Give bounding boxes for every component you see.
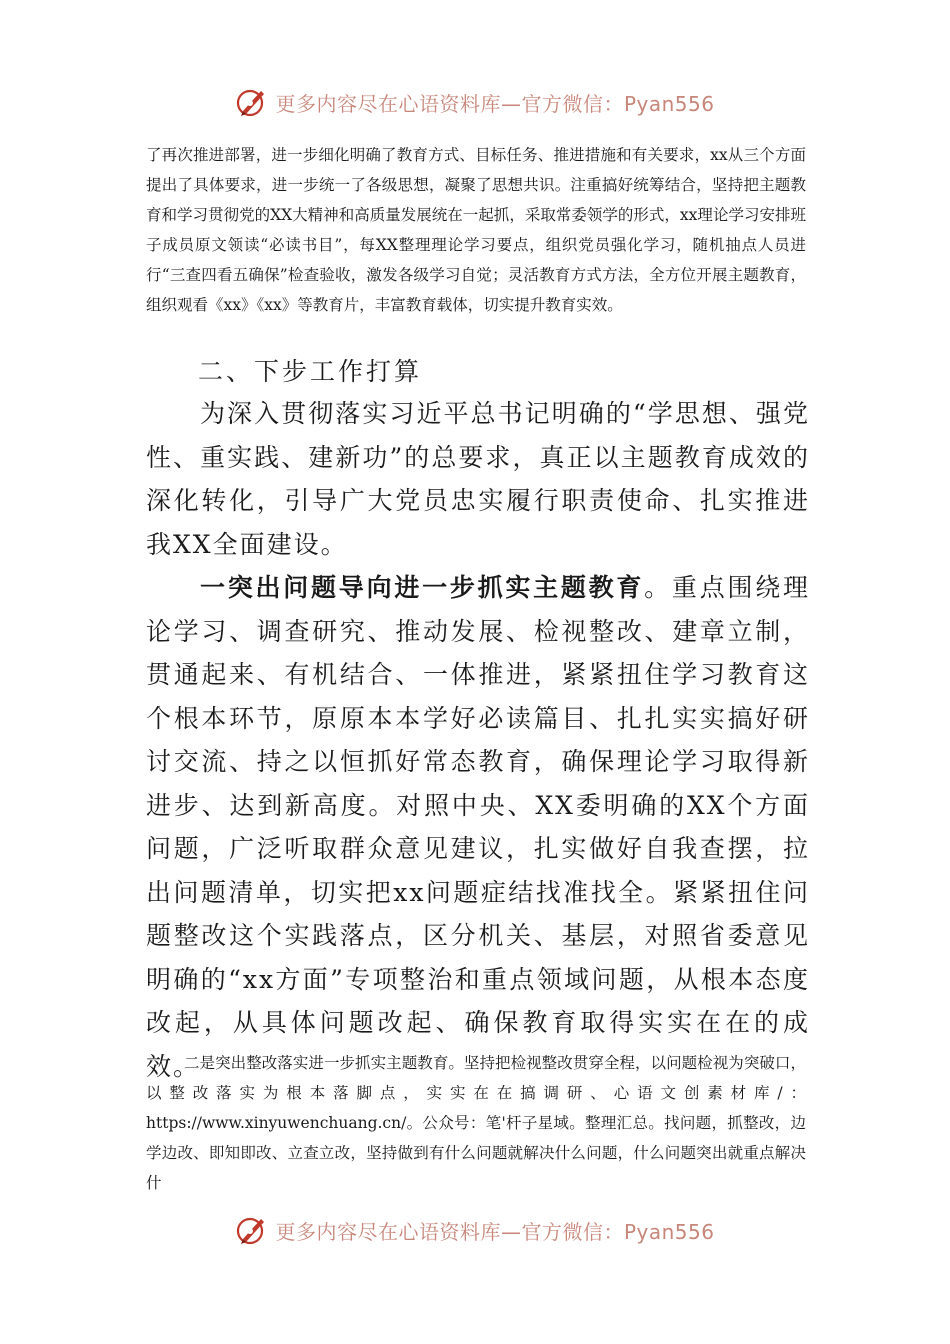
pen-logo-icon xyxy=(235,85,269,119)
pen-logo-icon xyxy=(235,1213,269,1247)
point1-body: 。重点围绕理论学习、调查研究、推动发展、检视整改、建章立制，贯通起来、有机结合、一体推进，紧紧扭住学习教育这个根本环节，原原本本学好必读篇目、扎扎实实搞好研讨交流、持之以恒抓好常态教育，确保理论学习取得新进步、达到新高度。对照中央、XX委明确的XX个方面问题，广泛听取群众意见建议，扎实做好自我查摆，拉出问题清单，切实把xx问题症结找准找全。紧紧扭住问题整改这个实践落点，区分机关、基层，对照省委意见明确的“xx方面”专项整治和重点领域问题，从根本态度改起，从具体问题改起、确保教育取得实实在在的成效。 xyxy=(146,573,810,1081)
point1-title: 一突出问题导向进一步抓实主题教育 xyxy=(200,573,645,602)
footer-banner-text: 更多内容尽在心语资料库—官方微信：Pyan556 xyxy=(275,1219,715,1244)
point1-paragraph xyxy=(146,566,810,1088)
intro-paragraph: 了再次推进部署，进一步细化明确了教育方式、目标任务、推进措施和有关要求，xx从三个方面提出了具体要求，进一步统一了各级思想，凝聚了思想共识。注重搞好统筹结合，坚持把主题教育和学习贯彻党的XX大精神和高质量发展统在一起抓，采取常委领学的形式，xx理论学习安排班子成员原文领读“必读书目”，每XX整理理论学习要点，组织党员强化学习，随机抽点人员进行“三查四看五确保”检查验收，激发各级学习自觉；灵活教育方式方法，全方位开展主题教育，组织观看《xx》《xx》等教育片，丰富教育载体，切实提升教育实效。 xyxy=(146,146,806,314)
point2-paragraph: 二是突出整改落实进一步抓实主题教育。坚持把检视整改贯穿全程，以问题检视为突破口，以整改落实为根本落脚点，实实在在搞调研、心语文创素材库/：https://www.xinyuwenchuang.cn/。公众号：笔'杆子星域。整理汇总。找问题，抓整改，边学边改、即知即改、立查立改，坚持做到有什么问题就解决什么问题，什么问题突出就重点解决什 xyxy=(146,1054,806,1192)
section-heading: 二、下步工作打算 xyxy=(198,357,423,386)
footer-watermark-banner xyxy=(0,1208,950,1252)
header-banner-text: 更多内容尽在心语资料库—官方微信：Pyan556 xyxy=(275,91,715,116)
header-watermark-banner xyxy=(0,80,950,124)
plan-intro-paragraph: 为深入贯彻落实习近平总书记明确的“学思想、强党性、重实践、建新功”的总要求，真正以主题教育成效的深化转化，引导广大党员忠实履行职责使命、扎实推进我XX全面建设。 xyxy=(146,399,810,559)
